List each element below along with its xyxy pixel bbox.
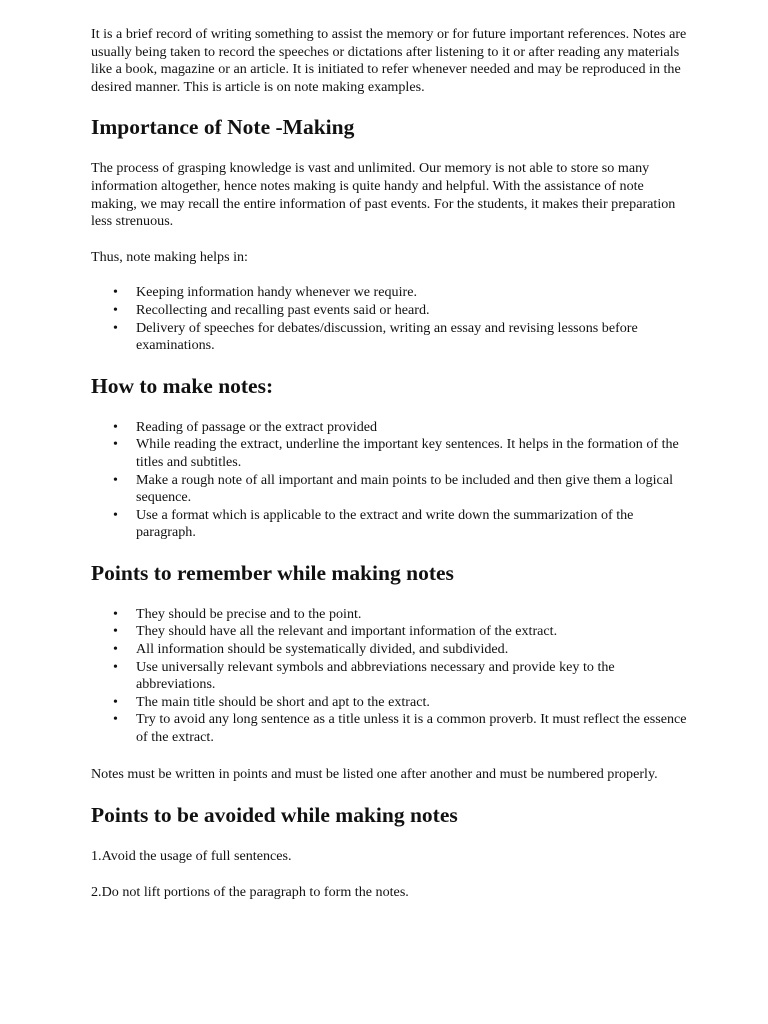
bullet-icon: •: [113, 623, 118, 640]
list-item: [91, 606, 691, 624]
list-item: [91, 659, 691, 694]
list-item: [91, 436, 691, 471]
intro-paragraph: It is a brief record of writing something to assist the memory or for future important references. Notes are usually being taken to record the speeches or dictations after listening to it or after reading any materials like a book, magazine or an article. It is initiated to refer whenever needed and may be reproduced in the desired manner. This is article is on note making examples.: [91, 26, 687, 95]
list-item-text: Delivery of speeches for debates/discussion, writing an essay and revising lessons before examinations.: [136, 319, 638, 354]
list-item-text: Try to avoid any long sentence as a title unless it is a common proverb. It must reflect the essence of the extract.: [136, 711, 687, 746]
list-item-text: They should be precise and to the point.: [136, 605, 362, 622]
list-item: [91, 284, 691, 302]
list-item-text: Make a rough note of all important and main points to be included and then give them a logical sequence.: [136, 471, 673, 506]
importance-list: [91, 284, 691, 354]
list-item-text: The main title should be short and apt to the extract.: [136, 693, 430, 710]
list-item-text: Keeping information handy whenever we require.: [136, 284, 417, 301]
list-item: [91, 711, 691, 746]
avoid-point: 2.Do not lift portions of the paragraph to form the notes.: [91, 883, 409, 900]
list-item: [91, 472, 691, 507]
list-item: [91, 507, 691, 542]
avoid-point: 1.Avoid the usage of full sentences.: [91, 848, 292, 865]
remember-heading: Points to remember while making notes: [91, 560, 454, 585]
list-item-text: All information should be systematically divided, and subdivided.: [136, 641, 509, 658]
bullet-icon: •: [113, 319, 118, 336]
how-to-heading: How to make notes:: [91, 373, 274, 398]
bullet-icon: •: [113, 605, 118, 622]
list-item-text: Recollecting and recalling past events said or heard.: [136, 301, 430, 318]
list-item: [91, 302, 691, 320]
bullet-icon: •: [113, 506, 118, 523]
document-page: [91, 26, 691, 901]
bullet-icon: •: [113, 658, 118, 675]
list-item: [91, 320, 691, 355]
importance-lead: Thus, note making helps in:: [91, 248, 248, 265]
bullet-icon: •: [113, 693, 118, 710]
bullet-icon: •: [113, 641, 118, 658]
list-item: [91, 641, 691, 659]
bullet-icon: •: [113, 301, 118, 318]
how-to-list: [91, 419, 691, 542]
importance-heading: Importance of Note -Making: [91, 115, 355, 140]
bullet-icon: •: [113, 471, 118, 488]
list-item-text: Use a format which is applicable to the extract and write down the summarization of the paragraph.: [136, 506, 634, 541]
importance-paragraph: The process of grasping knowledge is vast and unlimited. Our memory is not able to store so many information altogether, hence notes making is quite handy and helpful. With the assistance of note making, we may recall the entire information of past events. For the students, it makes their preparation less strenuous.: [91, 160, 676, 230]
list-item: [91, 623, 691, 641]
remember-closing: Notes must be written in points and must be listed one after another and must be numbered properly.: [91, 765, 658, 782]
bullet-icon: •: [113, 711, 118, 728]
avoid-heading: Points to be avoided while making notes: [91, 803, 458, 828]
list-item-text: They should have all the relevant and important information of the extract.: [136, 623, 558, 640]
list-item-text: While reading the extract, underline the important key sentences. It helps in the formation of the titles and subtitles.: [136, 436, 679, 470]
bullet-icon: •: [113, 418, 118, 435]
bullet-icon: •: [113, 284, 118, 301]
bullet-icon: •: [113, 436, 118, 453]
list-item: [91, 694, 691, 712]
list-item-text: Use universally relevant symbols and abbreviations necessary and provide key to the abbreviations.: [136, 658, 615, 693]
list-item: [91, 419, 691, 437]
list-item-text: Reading of passage or the extract provided: [136, 418, 378, 435]
remember-list: [91, 606, 691, 747]
